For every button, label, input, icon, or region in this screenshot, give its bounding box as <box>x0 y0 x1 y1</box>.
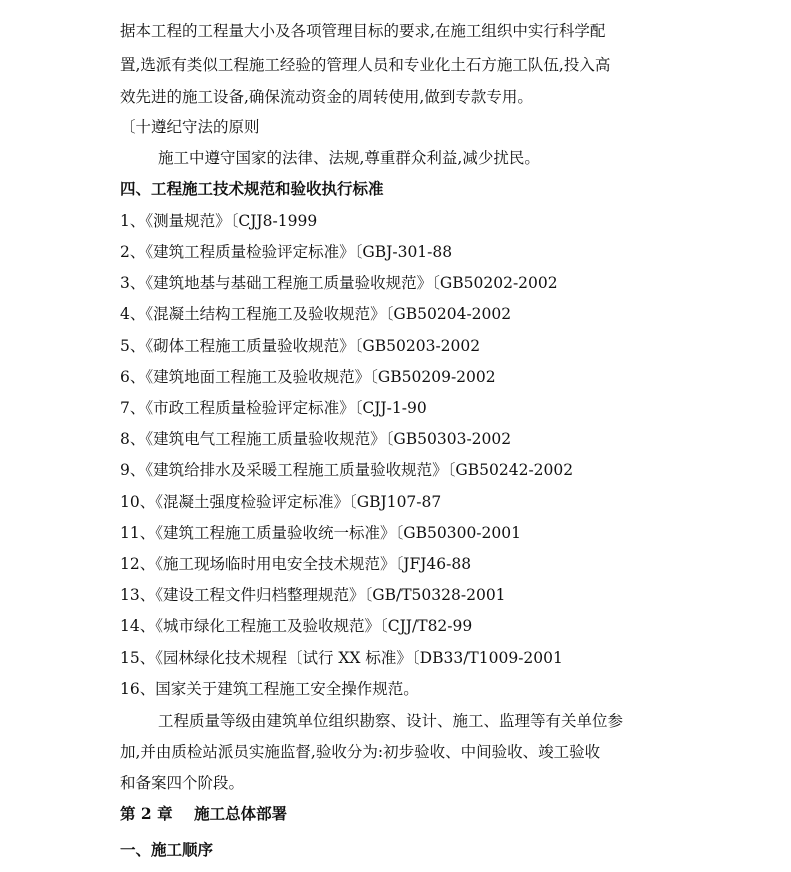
standard-item-7: 7、《市政工程质量检验评定标准》〔CJJ-1-90 <box>120 399 427 417</box>
quality-paragraph-line-1: 工程质量等级由建筑单位组织勘察、设计、施工、监理等有关单位参 <box>158 712 624 730</box>
standard-item-5: 5、《砌体工程施工质量验收规范》〔GB50203-2002 <box>120 337 481 355</box>
standard-item-1: 1、《测量规范》〔CJJ8-1999 <box>120 212 318 230</box>
standard-item-10: 10、《混凝土强度检验评定标准》〔GBJ107-87 <box>120 493 442 511</box>
standard-item-2: 2、《建筑工程质量检验评定标准》〔GBJ-301-88 <box>120 243 453 261</box>
chapter-2-heading: 第 2 章 施工总体部署 <box>120 804 288 823</box>
intro-paragraph-line-2: 置,选派有类似工程施工经验的管理人员和专业化土石方施工队伍,投入高 <box>120 56 611 74</box>
chapter-2-subheading: 一、施工顺序 <box>120 840 214 859</box>
quality-paragraph-line-3: 和备案四个阶段。 <box>120 774 245 792</box>
standard-item-4: 4、《混凝土结构工程施工及验收规范》〔GB50204-2002 <box>120 305 512 323</box>
standard-item-12: 12、《施工现场临时用电安全技术规范》〔JFJ46-88 <box>120 555 472 573</box>
standard-item-13: 13、《建设工程文件归档整理规范》〔GB/T50328-2001 <box>120 586 506 604</box>
intro-paragraph-line-3: 效先进的施工设备,确保流动资金的周转使用,做到专款专用。 <box>120 88 533 106</box>
standard-item-15: 15、《园林绿化技术规程〔试行 XX 标准》〔DB33/T1009-2001 <box>120 649 563 667</box>
standard-item-16: 16、国家关于建筑工程施工安全操作规范。 <box>120 680 419 698</box>
section-4-heading: 四、工程施工技术规范和验收执行标准 <box>120 179 384 198</box>
standard-item-3: 3、《建筑地基与基础工程施工质量验收规范》〔GB50202-2002 <box>120 274 558 292</box>
standard-item-11: 11、《建筑工程施工质量验收统一标准》〔GB50300-2001 <box>120 524 521 542</box>
quality-paragraph-line-2: 加,并由质检站派员实施监督,验收分为:初步验收、中间验收、竣工验收 <box>120 743 601 761</box>
principle-10-body: 施工中遵守国家的法律、法规,尊重群众利益,减少扰民。 <box>158 149 540 167</box>
intro-paragraph-line-1: 据本工程的工程量大小及各项管理目标的要求,在施工组织中实行科学配 <box>120 22 606 40</box>
principle-10-title: 〔十遵纪守法的原则 <box>120 118 260 136</box>
standard-item-6: 6、《建筑地面工程施工及验收规范》〔GB50209-2002 <box>120 368 496 386</box>
standard-item-14: 14、《城市绿化工程施工及验收规范》〔CJJ/T82-99 <box>120 617 473 635</box>
standard-item-9: 9、《建筑给排水及采暖工程施工质量验收规范》〔GB50242-2002 <box>120 461 574 479</box>
standard-item-8: 8、《建筑电气工程施工质量验收规范》〔GB50303-2002 <box>120 430 512 448</box>
